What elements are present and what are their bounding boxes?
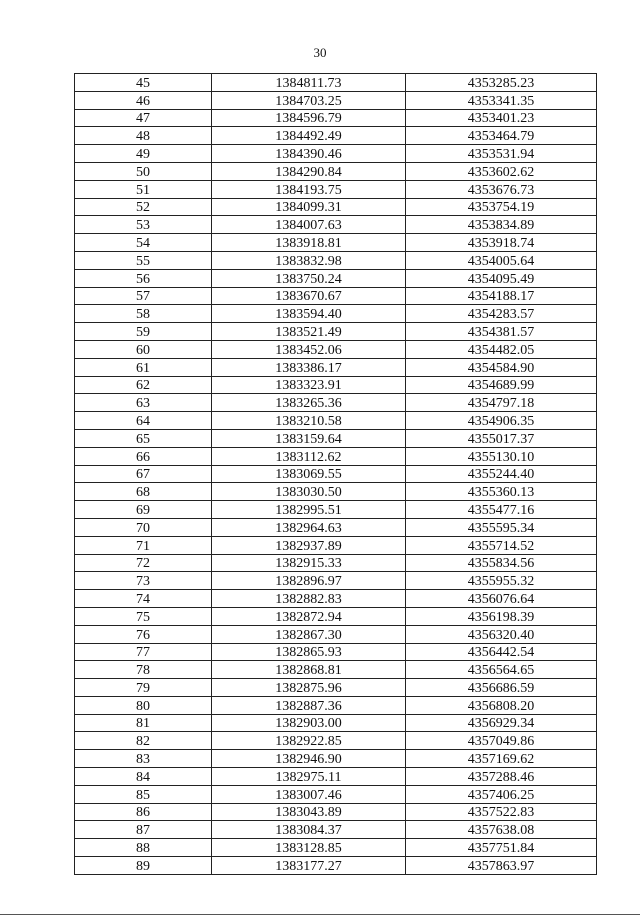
point-number-cell: 79 [75,679,212,697]
x-coordinate-cell: 1383323.91 [212,376,406,394]
x-coordinate-cell: 1382903.00 [212,714,406,732]
point-number-cell: 46 [75,91,212,109]
x-coordinate-cell: 1383069.55 [212,465,406,483]
y-coordinate-cell: 4357522.83 [406,803,597,821]
x-coordinate-cell: 1383386.17 [212,358,406,376]
x-coordinate-cell: 1384193.75 [212,180,406,198]
table-row [75,447,597,465]
point-number-cell: 78 [75,661,212,679]
x-coordinate-cell: 1383670.67 [212,287,406,305]
x-coordinate-cell: 1383007.46 [212,785,406,803]
point-number-cell: 60 [75,340,212,358]
point-number-cell: 85 [75,785,212,803]
x-coordinate-cell: 1382964.63 [212,518,406,536]
table-row [75,625,597,643]
table-row [75,394,597,412]
x-coordinate-cell: 1384390.46 [212,145,406,163]
point-number-cell: 56 [75,269,212,287]
y-coordinate-cell: 4353531.94 [406,145,597,163]
y-coordinate-cell: 4356076.64 [406,590,597,608]
table-row [75,785,597,803]
point-number-cell: 59 [75,323,212,341]
table-row [75,234,597,252]
point-number-cell: 64 [75,412,212,430]
table-row [75,732,597,750]
point-number-cell: 45 [75,74,212,92]
x-coordinate-cell: 1383750.24 [212,269,406,287]
y-coordinate-cell: 4355834.56 [406,554,597,572]
y-coordinate-cell: 4354095.49 [406,269,597,287]
table-row [75,180,597,198]
y-coordinate-cell: 4355595.34 [406,518,597,536]
point-number-cell: 61 [75,358,212,376]
table-row [75,251,597,269]
table-row [75,839,597,857]
table-row [75,821,597,839]
point-number-cell: 75 [75,607,212,625]
table-row [75,287,597,305]
table-row [75,127,597,145]
table-row [75,198,597,216]
table-row [75,536,597,554]
point-number-cell: 69 [75,501,212,519]
y-coordinate-cell: 4357288.46 [406,768,597,786]
table-row [75,714,597,732]
x-coordinate-cell: 1382875.96 [212,679,406,697]
x-coordinate-cell: 1382867.30 [212,625,406,643]
x-coordinate-cell: 1382887.36 [212,696,406,714]
x-coordinate-cell: 1383159.64 [212,429,406,447]
x-coordinate-cell: 1384492.49 [212,127,406,145]
x-coordinate-cell: 1383112.62 [212,447,406,465]
y-coordinate-cell: 4357751.84 [406,839,597,857]
x-coordinate-cell: 1383210.58 [212,412,406,430]
x-coordinate-cell: 1383265.36 [212,394,406,412]
y-coordinate-cell: 4357638.08 [406,821,597,839]
y-coordinate-cell: 4353676.73 [406,180,597,198]
y-coordinate-cell: 4356320.40 [406,625,597,643]
point-number-cell: 67 [75,465,212,483]
point-number-cell: 86 [75,803,212,821]
y-coordinate-cell: 4355360.13 [406,483,597,501]
y-coordinate-cell: 4353464.79 [406,127,597,145]
page-number: 30 [313,45,327,60]
y-coordinate-cell: 4357169.62 [406,750,597,768]
y-coordinate-cell: 4355244.40 [406,465,597,483]
y-coordinate-cell: 4355477.16 [406,501,597,519]
table-row [75,429,597,447]
table-row [75,661,597,679]
y-coordinate-cell: 4356198.39 [406,607,597,625]
table-row [75,750,597,768]
point-number-cell: 89 [75,857,212,875]
point-number-cell: 66 [75,447,212,465]
point-number-cell: 73 [75,572,212,590]
x-coordinate-cell: 1383177.27 [212,857,406,875]
point-number-cell: 82 [75,732,212,750]
x-coordinate-cell: 1382915.33 [212,554,406,572]
x-coordinate-cell: 1384703.25 [212,91,406,109]
table-row [75,679,597,697]
point-number-cell: 80 [75,696,212,714]
x-coordinate-cell: 1382995.51 [212,501,406,519]
y-coordinate-cell: 4355955.32 [406,572,597,590]
table-row [75,376,597,394]
table-row [75,340,597,358]
point-number-cell: 54 [75,234,212,252]
x-coordinate-cell: 1384290.84 [212,162,406,180]
x-coordinate-cell: 1384596.79 [212,109,406,127]
y-coordinate-cell: 4356808.20 [406,696,597,714]
y-coordinate-cell: 4357049.86 [406,732,597,750]
x-coordinate-cell: 1382882.83 [212,590,406,608]
point-number-cell: 52 [75,198,212,216]
point-number-cell: 87 [75,821,212,839]
point-number-cell: 76 [75,625,212,643]
table-row [75,358,597,376]
y-coordinate-cell: 4354689.99 [406,376,597,394]
y-coordinate-cell: 4356442.54 [406,643,597,661]
y-coordinate-cell: 4355017.37 [406,429,597,447]
table-row [75,323,597,341]
point-number-cell: 58 [75,305,212,323]
y-coordinate-cell: 4357406.25 [406,785,597,803]
y-coordinate-cell: 4355714.52 [406,536,597,554]
x-coordinate-cell: 1383594.40 [212,305,406,323]
y-coordinate-cell: 4354005.64 [406,251,597,269]
x-coordinate-cell: 1383521.49 [212,323,406,341]
x-coordinate-cell: 1383128.85 [212,839,406,857]
y-coordinate-cell: 4353754.19 [406,198,597,216]
y-coordinate-cell: 4353602.62 [406,162,597,180]
x-coordinate-cell: 1382868.81 [212,661,406,679]
x-coordinate-cell: 1384811.73 [212,74,406,92]
table-row [75,501,597,519]
point-number-cell: 77 [75,643,212,661]
point-number-cell: 65 [75,429,212,447]
table-row [75,590,597,608]
x-coordinate-cell: 1383918.81 [212,234,406,252]
point-number-cell: 63 [75,394,212,412]
page-bottom-rule [0,914,640,915]
table-row [75,412,597,430]
y-coordinate-cell: 4354482.05 [406,340,597,358]
y-coordinate-cell: 4357863.97 [406,857,597,875]
table-row [75,696,597,714]
table-row [75,91,597,109]
y-coordinate-cell: 4356929.34 [406,714,597,732]
point-number-cell: 49 [75,145,212,163]
point-number-cell: 47 [75,109,212,127]
table-row [75,643,597,661]
table-row [75,483,597,501]
y-coordinate-cell: 4354584.90 [406,358,597,376]
x-coordinate-cell: 1383084.37 [212,821,406,839]
y-coordinate-cell: 4353918.74 [406,234,597,252]
point-number-cell: 88 [75,839,212,857]
y-coordinate-cell: 4354381.57 [406,323,597,341]
table-row [75,269,597,287]
y-coordinate-cell: 4355130.10 [406,447,597,465]
point-number-cell: 53 [75,216,212,234]
y-coordinate-cell: 4353834.89 [406,216,597,234]
y-coordinate-cell: 4356686.59 [406,679,597,697]
y-coordinate-cell: 4353285.23 [406,74,597,92]
coordinates-table [74,73,597,875]
table-row [75,607,597,625]
y-coordinate-cell: 4354797.18 [406,394,597,412]
x-coordinate-cell: 1382922.85 [212,732,406,750]
point-number-cell: 51 [75,180,212,198]
coordinates-table-body [75,74,597,875]
point-number-cell: 62 [75,376,212,394]
point-number-cell: 57 [75,287,212,305]
x-coordinate-cell: 1383832.98 [212,251,406,269]
x-coordinate-cell: 1384099.31 [212,198,406,216]
table-row [75,572,597,590]
x-coordinate-cell: 1382896.97 [212,572,406,590]
point-number-cell: 55 [75,251,212,269]
x-coordinate-cell: 1382937.89 [212,536,406,554]
table-row [75,305,597,323]
table-row [75,109,597,127]
table-row [75,216,597,234]
y-coordinate-cell: 4354906.35 [406,412,597,430]
table-row [75,768,597,786]
table-row [75,554,597,572]
y-coordinate-cell: 4356564.65 [406,661,597,679]
point-number-cell: 72 [75,554,212,572]
table-row [75,857,597,875]
x-coordinate-cell: 1383030.50 [212,483,406,501]
y-coordinate-cell: 4354283.57 [406,305,597,323]
table-row [75,518,597,536]
point-number-cell: 84 [75,768,212,786]
y-coordinate-cell: 4353401.23 [406,109,597,127]
x-coordinate-cell: 1382975.11 [212,768,406,786]
y-coordinate-cell: 4354188.17 [406,287,597,305]
x-coordinate-cell: 1382872.94 [212,607,406,625]
x-coordinate-cell: 1382946.90 [212,750,406,768]
point-number-cell: 74 [75,590,212,608]
y-coordinate-cell: 4353341.35 [406,91,597,109]
point-number-cell: 70 [75,518,212,536]
table-row [75,465,597,483]
point-number-cell: 83 [75,750,212,768]
table-row [75,803,597,821]
point-number-cell: 81 [75,714,212,732]
x-coordinate-cell: 1383452.06 [212,340,406,358]
point-number-cell: 50 [75,162,212,180]
point-number-cell: 71 [75,536,212,554]
x-coordinate-cell: 1384007.63 [212,216,406,234]
point-number-cell: 48 [75,127,212,145]
table-row [75,162,597,180]
table-row [75,74,597,92]
x-coordinate-cell: 1383043.89 [212,803,406,821]
table-row [75,145,597,163]
point-number-cell: 68 [75,483,212,501]
x-coordinate-cell: 1382865.93 [212,643,406,661]
